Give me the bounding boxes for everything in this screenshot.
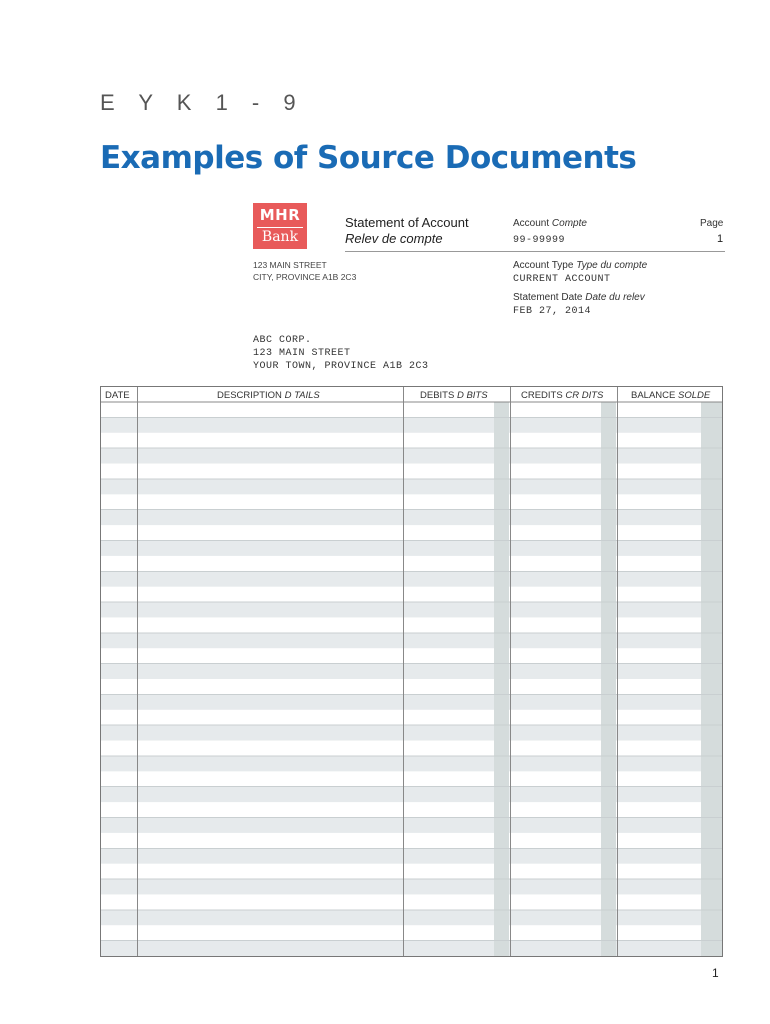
- ledger-row-stripe: [101, 756, 722, 771]
- bank-address-line-2: CITY, PROVINCE A1B 2C3: [253, 272, 357, 282]
- ledger-row-stripe: [101, 694, 722, 709]
- ledger-row-stripe: [101, 510, 722, 525]
- account-type-label-fr: Type du compte: [576, 260, 648, 271]
- ledger-row-stripe: [101, 541, 722, 556]
- ledger-row-stripe: [101, 725, 722, 740]
- account-label-fr: Compte: [551, 218, 587, 229]
- ledger-row-stripe: [101, 448, 722, 463]
- col-header-debits-en: DEBITS: [420, 390, 455, 401]
- col-header-description-en: DESCRIPTION: [217, 390, 282, 401]
- col-header-description: [217, 390, 320, 401]
- account-label-en: Account: [513, 218, 550, 229]
- page-title: Examples of Source Documents: [100, 140, 637, 176]
- col-header-date-en: DATE: [105, 390, 130, 401]
- statement-date-label-en: Statement Date: [513, 292, 583, 303]
- ledger-row-stripe: [101, 787, 722, 802]
- ledger-row-stripe: [101, 664, 722, 679]
- ledger-row-stripe: [101, 879, 722, 894]
- ledger-shaded-column: [601, 402, 616, 956]
- ledger-grid: [101, 387, 722, 956]
- account-type-value: CURRENT ACCOUNT: [513, 274, 611, 285]
- page-number: 1: [712, 966, 719, 980]
- col-header-credits: [521, 390, 603, 401]
- ledger-row-stripe: [101, 602, 722, 617]
- account-number: 99-99999: [513, 235, 566, 246]
- statement-divider: [345, 251, 725, 252]
- customer-address-line-1: ABC CORP.: [253, 335, 312, 346]
- col-header-date: [105, 390, 130, 401]
- account-type-label-en: Account Type: [513, 260, 574, 271]
- ledger-row-stripe: [101, 479, 722, 494]
- col-header-debits-fr: D BITS: [456, 390, 488, 401]
- ledger-table: [100, 386, 723, 957]
- customer-address-line-3: YOUR TOWN, PROVINCE A1B 2C3: [253, 361, 429, 372]
- col-header-debits: [420, 390, 488, 401]
- bank-logo: [253, 203, 307, 249]
- ledger-row-stripe: [101, 848, 722, 863]
- col-header-balance: [631, 390, 710, 401]
- statement-date-value: FEB 27, 2014: [513, 306, 592, 317]
- ledger-row-stripe: [101, 910, 722, 925]
- bank-address-line-1: 123 MAIN STREET: [253, 260, 327, 270]
- logo-line-1: MHR: [259, 206, 301, 224]
- customer-address-line-2: 123 MAIN STREET: [253, 348, 351, 359]
- col-header-credits-en: CREDITS: [521, 390, 563, 401]
- customer-address: [253, 334, 429, 373]
- account-type-label: [513, 260, 647, 271]
- statement-date-label: [513, 292, 645, 303]
- eyk-heading: E Y K 1 - 9: [100, 90, 305, 115]
- ledger-row-stripe: [101, 417, 722, 432]
- statement-page-value: 1: [717, 233, 724, 245]
- col-header-description-fr: D TAILS: [284, 390, 320, 401]
- col-header-balance-fr: SOLDE: [678, 390, 711, 401]
- ledger-row-stripe: [101, 818, 722, 833]
- account-label: [513, 218, 587, 229]
- ledger-row-stripe: [101, 941, 722, 956]
- col-header-credits-fr: CR DITS: [565, 390, 604, 401]
- ledger-row-stripe: [101, 571, 722, 586]
- logo-divider: [257, 227, 303, 228]
- statement-date-label-fr: Date du relev: [585, 292, 645, 303]
- ledger-shaded-column: [494, 402, 509, 956]
- page-label: Page: [700, 218, 724, 229]
- ledger-shaded-column: [701, 402, 722, 956]
- logo-line-2: Bank: [261, 229, 299, 245]
- col-header-balance-en: BALANCE: [631, 390, 676, 401]
- statement-title-fr: Relev de compte: [345, 231, 443, 246]
- statement-title-en: Statement of Account: [345, 215, 469, 230]
- ledger-row-stripe: [101, 633, 722, 648]
